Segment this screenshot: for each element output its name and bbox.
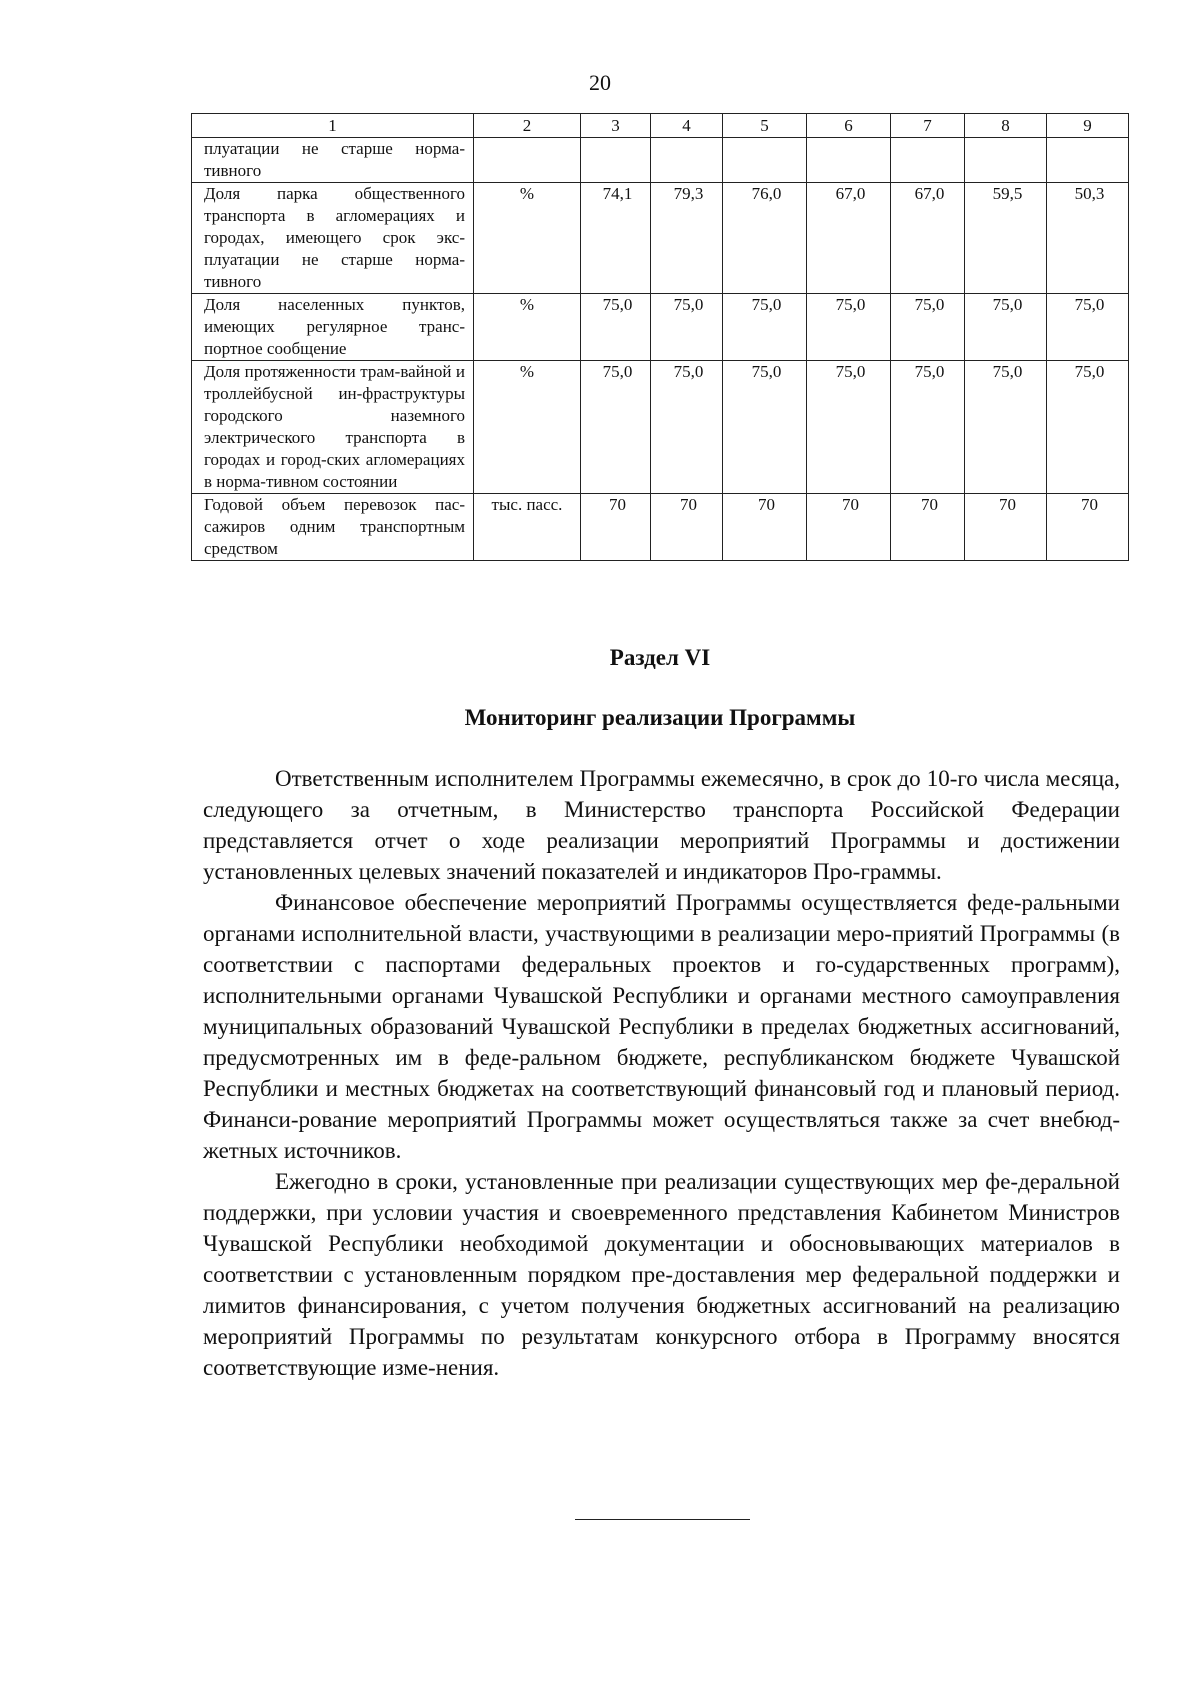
value-cell: 74,1 (581, 183, 651, 294)
value-cell: 70 (723, 494, 807, 561)
value-cell: 75,0 (1047, 294, 1129, 361)
value-cell: 75,0 (723, 294, 807, 361)
table-row (192, 294, 1129, 361)
header-cell: 1 (192, 114, 474, 138)
value-cell: 70 (581, 494, 651, 561)
value-cell: 75,0 (1047, 361, 1129, 494)
table-row (192, 361, 1129, 494)
value-cell: 75,0 (651, 294, 723, 361)
value-cell (723, 138, 807, 183)
footer-rule (575, 1519, 750, 1520)
value-cell (581, 138, 651, 183)
value-cell (891, 138, 965, 183)
value-cell: 70 (891, 494, 965, 561)
value-cell: 70 (651, 494, 723, 561)
header-cell: 6 (807, 114, 891, 138)
indicator-name: Доля населенных пунктов, имеющих регулярное транс-портное сообщение (192, 294, 474, 361)
body-text (203, 763, 1120, 1383)
value-cell: 67,0 (891, 183, 965, 294)
indicator-name: Годовой объем перевозок пас-сажиров одним транспортным средством (192, 494, 474, 561)
value-cell: 75,0 (891, 361, 965, 494)
page-number: 20 (589, 70, 611, 95)
header-cell: 4 (651, 114, 723, 138)
value-cell: 70 (1047, 494, 1129, 561)
section-subtitle: Мониторинг реализации Программы (464, 705, 856, 730)
header-cell: 5 (723, 114, 807, 138)
paragraph: Ответственным исполнителем Программы ежемесячно, в срок до 10-го числа месяца, следующего за отчетным, в Министерство транспорта Российской Федерации представляется отчет о ходе реализации мероприятий Программы и достижении установленных целевых значений показателей и индикаторов Про-граммы. (203, 766, 1120, 884)
value-cell (965, 138, 1047, 183)
header-cell: 8 (965, 114, 1047, 138)
value-cell: 75,0 (581, 294, 651, 361)
indicator-unit: % (474, 294, 581, 361)
paragraph: Ежегодно в сроки, установленные при реализации существующих мер фе-деральной поддержки, при условии участия и своевременного представления Кабинетом Министров Чувашской Республики необходимой документации и обосновывающих материалов в соответствии с установленным порядком пре-доставления мер федеральной поддержки и лимитов финансирования, с учетом получения бюджетных ассигнований на реализацию мероприятий Программы по результатам конкурсного отбора в Программу вносятся соответствующие изме-нения. (203, 1169, 1120, 1380)
indicator-unit (474, 138, 581, 183)
value-cell: 79,3 (651, 183, 723, 294)
table-row (192, 183, 1129, 294)
paragraph: Финансовое обеспечение мероприятий Программы осуществляется феде-ральными органами исполнительной власти, участвующими в реализации меро-приятий Программы (в соответствии с паспортами федеральных проектов и го-сударственных программ), исполнительными органами Чувашской Республики и органами местного самоуправления муниципальных образований Чувашской Республики в пределах бюджетных ассигнований, предусмотренных им в феде-ральном бюджете, республиканском бюджете Чувашской Республики и местных бюджетах на соответствующий финансовый год и плановый период. Финанси-рование мероприятий Программы может осуществляться также за счет внебюд-жетных источников. (203, 890, 1120, 1163)
value-cell: 75,0 (807, 361, 891, 494)
section-title: Раздел VI (609, 645, 711, 670)
value-cell: 75,0 (651, 361, 723, 494)
value-cell: 75,0 (965, 294, 1047, 361)
value-cell (807, 138, 891, 183)
indicator-unit: тыс. пасс. (474, 494, 581, 561)
table-row (192, 494, 1129, 561)
table-header-row (192, 114, 1129, 138)
header-cell: 3 (581, 114, 651, 138)
value-cell: 75,0 (807, 294, 891, 361)
value-cell (1047, 138, 1129, 183)
indicator-unit: % (474, 361, 581, 494)
value-cell: 59,5 (965, 183, 1047, 294)
header-cell: 2 (474, 114, 581, 138)
value-cell: 75,0 (581, 361, 651, 494)
header-cell: 7 (891, 114, 965, 138)
value-cell (651, 138, 723, 183)
indicator-name: плуатации не старше норма-тивного (192, 138, 474, 183)
value-cell: 75,0 (723, 361, 807, 494)
indicator-unit: % (474, 183, 581, 294)
indicator-name: Доля парка общественного транспорта в агломерациях и городах, имеющего срок экс-плуатации не старше норма-тивного (192, 183, 474, 294)
value-cell: 67,0 (807, 183, 891, 294)
indicators-table (191, 113, 1129, 561)
value-cell: 50,3 (1047, 183, 1129, 294)
table-row (192, 138, 1129, 183)
header-cell: 9 (1047, 114, 1129, 138)
indicator-name: Доля протяженности трам-вайной и троллейбусной ин-фраструктуры городского наземного электрического транспорта в городах и город-ских агломерациях в норма-тивном состоянии (192, 361, 474, 494)
value-cell: 70 (807, 494, 891, 561)
value-cell: 75,0 (965, 361, 1047, 494)
value-cell: 70 (965, 494, 1047, 561)
value-cell: 76,0 (723, 183, 807, 294)
value-cell: 75,0 (891, 294, 965, 361)
